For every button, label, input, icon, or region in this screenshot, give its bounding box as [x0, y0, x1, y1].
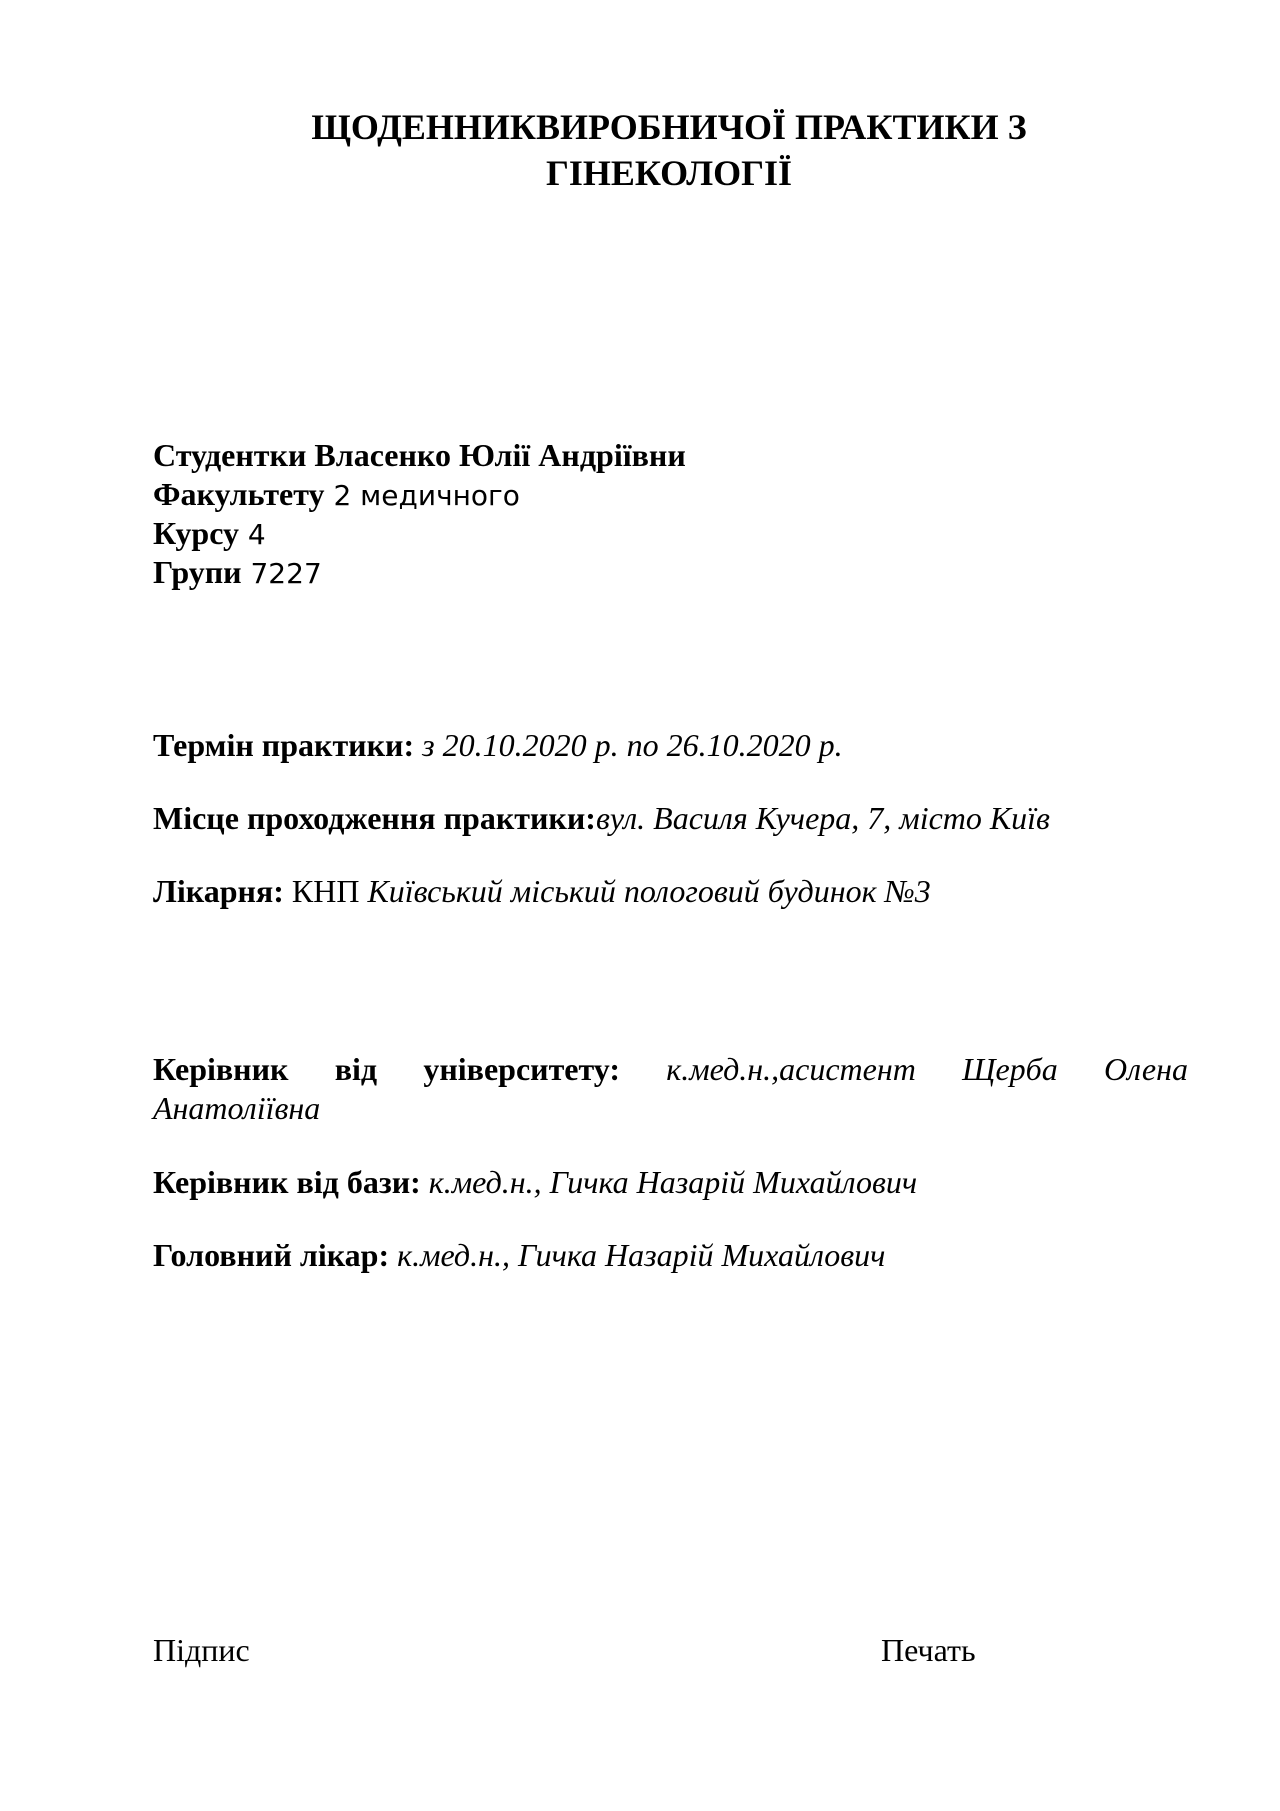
university-supervisor-value-cont: Анатоліївна [153, 1090, 321, 1126]
faculty-value: 2 медичного [324, 479, 520, 512]
hospital-row [153, 873, 931, 910]
faculty-row [153, 476, 520, 513]
chief-doctor-value: к.мед.н., Гичка Назарій Михайлович [389, 1237, 886, 1273]
base-supervisor-value: к.мед.н., Гичка Назарій Михайлович [420, 1164, 918, 1200]
university-supervisor-value-word-1: к.мед.н.,асистент [666, 1051, 916, 1087]
document-title [150, 104, 1188, 196]
course-value: 4 [238, 518, 266, 551]
title-line-1: ЩОДЕННИКВИРОБНИЧОЇ ПРАКТИКИ З [311, 107, 1027, 147]
course-row [153, 515, 266, 552]
base-supervisor-label: Керівник від бази: [153, 1164, 421, 1200]
group-value: 7227 [241, 557, 322, 590]
university-supervisor-row [153, 1051, 1188, 1088]
base-supervisor-row [153, 1164, 917, 1201]
title-line-2: ГІНЕКОЛОГІЇ [545, 153, 793, 193]
faculty-label: Факультету [153, 476, 325, 512]
chief-doctor-row [153, 1237, 885, 1274]
practice-term-row [153, 727, 843, 764]
practice-term-label: Термін практики: [153, 727, 415, 763]
group-label: Групи [153, 554, 242, 590]
university-supervisor-value-word-3: Олена [1104, 1051, 1188, 1087]
hospital-value: Київський міський пологовий будинок №3 [367, 873, 931, 909]
course-label: Курсу [153, 515, 239, 551]
practice-term-value: з 20.10.2020 р. по 26.10.2020 р. [414, 727, 843, 763]
practice-place-row [153, 800, 1050, 837]
hospital-prefix: КНП [283, 873, 368, 909]
hospital-label: Лікарня: [153, 873, 284, 909]
university-supervisor-value-word-2: Щерба [962, 1051, 1058, 1087]
university-supervisor-label-word-3: університету: [423, 1051, 621, 1087]
stamp-label: Печать [881, 1632, 976, 1668]
student-name: Студентки Власенко Юлії Андріївни [153, 437, 686, 473]
university-supervisor-label-word-2: від [334, 1051, 378, 1087]
signature-label: Підпис [153, 1632, 250, 1668]
practice-place-label: Місце проходження практики: [153, 800, 596, 836]
group-row [153, 554, 322, 591]
practice-place-value: вул. Василя Кучера, 7, місто Київ [595, 800, 1050, 836]
university-supervisor-label-word-1: Керівник [153, 1051, 289, 1087]
chief-doctor-label: Головний лікар: [153, 1237, 390, 1273]
